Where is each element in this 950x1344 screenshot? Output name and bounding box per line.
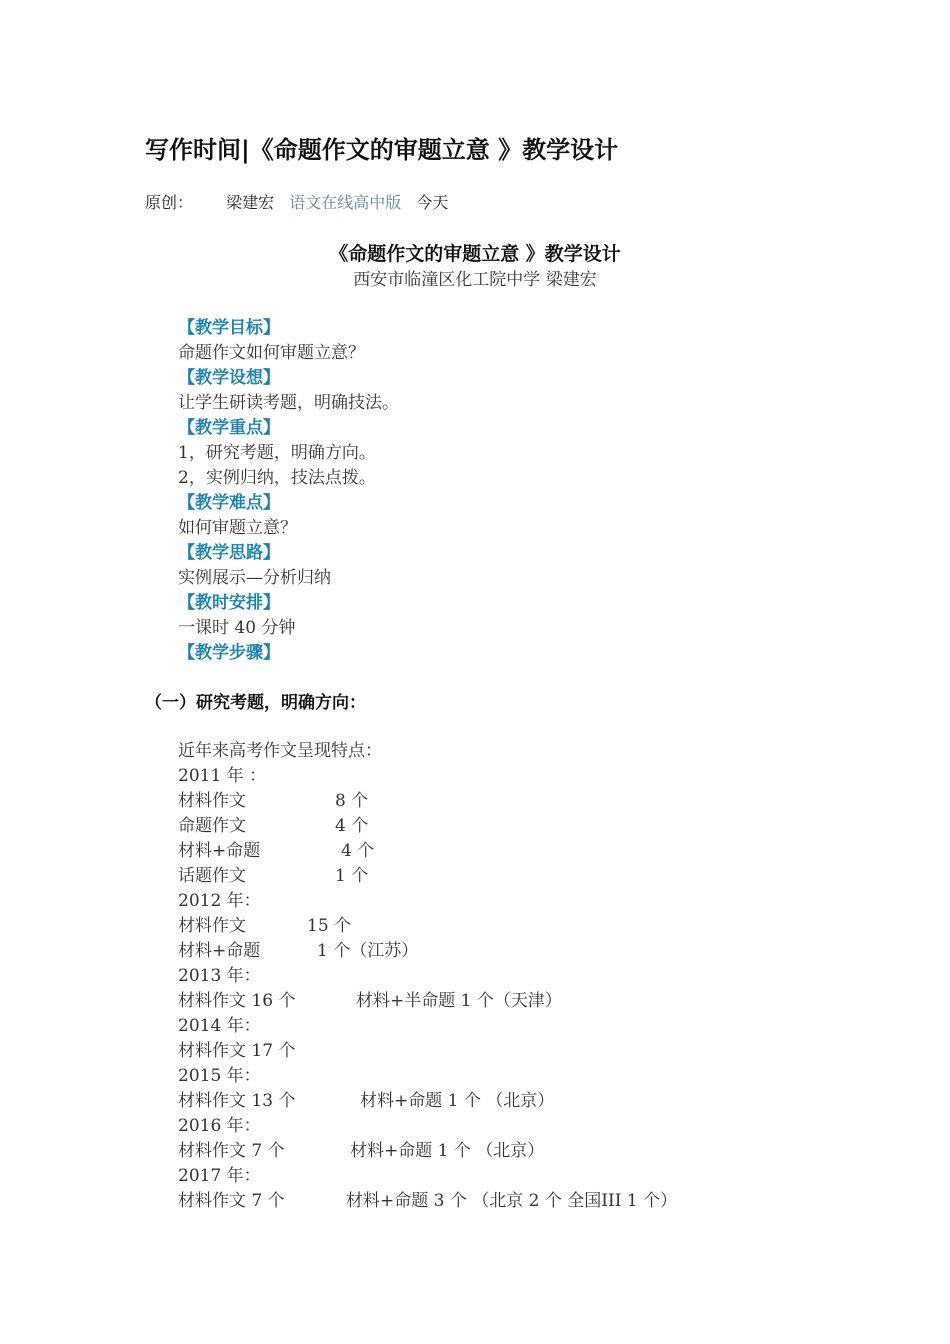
exam-stats xyxy=(178,739,677,1214)
stats-row-label: 材料作文 xyxy=(178,791,246,811)
stats-row xyxy=(178,989,677,1014)
doc-subtitle: 西安市临潼区化工院中学 梁建宏 xyxy=(353,270,597,290)
original-label: 原创： xyxy=(145,193,194,212)
stats-row-value: 8 个 xyxy=(335,791,369,811)
lesson-plan-sections xyxy=(178,316,399,666)
section-heading: 【教时安排】 xyxy=(178,593,280,613)
stats-row-label: 2016 年： xyxy=(178,1116,261,1136)
stats-row-value: 材料+命题 3 个 （北京 2 个 全国III 1 个） xyxy=(346,1191,678,1211)
stats-row xyxy=(178,1014,677,1039)
author-name: 梁建宏 xyxy=(226,193,275,212)
stats-row-value: 4 个 xyxy=(341,841,375,861)
stats-row-value: 1 个 xyxy=(335,866,369,886)
section-text: 实例展示—分析归纳 xyxy=(178,568,331,588)
section-heading: 【教学目标】 xyxy=(178,318,280,338)
stats-row xyxy=(178,1139,677,1164)
stats-row-label: 材料+命题 xyxy=(178,941,261,961)
publish-date: 今天 xyxy=(416,193,449,212)
stats-row-value: 材料+命题 1 个 （北京） xyxy=(360,1091,555,1111)
stats-row-value: 4 个 xyxy=(335,816,369,836)
stats-row-value: 材料+命题 1 个 （北京） xyxy=(350,1141,545,1161)
stats-row xyxy=(178,1039,677,1064)
section-text: 如何审题立意？ xyxy=(178,518,297,538)
section-heading: 【教学设想】 xyxy=(178,368,280,388)
section-heading: 【教学重点】 xyxy=(178,418,280,438)
stats-row-label: 材料作文 xyxy=(178,916,246,936)
stats-row xyxy=(178,1189,677,1214)
section-text: 2，实例归纳，技法点拨。 xyxy=(178,468,376,488)
stats-row xyxy=(178,939,677,964)
stats-row-label: 2013 年： xyxy=(178,966,261,986)
section-text: 一课时 40 分钟 xyxy=(178,618,296,638)
stats-row-label: 话题作文 xyxy=(178,866,246,886)
stats-row-label: 材料作文 17 个 xyxy=(178,1041,296,1061)
stats-row-label: 命题作文 xyxy=(178,816,246,836)
stats-row xyxy=(178,864,677,889)
stats-row-value: 1 个（江苏） xyxy=(317,941,419,961)
stats-row xyxy=(178,1114,677,1139)
doc-title: 《命题作文的审题立意 》教学设计 xyxy=(329,243,621,265)
stats-row xyxy=(178,1164,677,1189)
section-text: 1，研究考题，明确方向。 xyxy=(178,443,376,463)
step1-title: （一）研究考题，明确方向： xyxy=(145,693,366,713)
section-heading: 【教学难点】 xyxy=(178,493,280,513)
stats-row xyxy=(178,964,677,989)
stats-row-label: 2011 年 ： xyxy=(178,766,267,786)
stats-row-label: 材料+命题 xyxy=(178,841,261,861)
stats-row-label: 材料作文 16 个 xyxy=(178,991,296,1011)
section-text: 命题作文如何审题立意？ xyxy=(178,343,365,363)
stats-row-label: 2015 年： xyxy=(178,1066,261,1086)
account-link[interactable]: 语文在线高中版 xyxy=(289,193,402,212)
article-title: 写作时间|《命题作文的审题立意 》教学设计 xyxy=(145,136,619,164)
stats-row-label: 2014 年： xyxy=(178,1016,261,1036)
article-meta xyxy=(145,191,458,215)
stats-row xyxy=(178,1089,677,1114)
stats-row-value: 15 个 xyxy=(307,916,352,936)
stats-row xyxy=(178,839,677,864)
stats-row-label: 材料作文 7 个 xyxy=(178,1141,285,1161)
stats-row xyxy=(178,789,677,814)
stats-row xyxy=(178,1064,677,1089)
stats-intro: 近年来高考作文呈现特点： xyxy=(178,741,382,761)
stats-row-value: 材料+半命题 1 个（天津） xyxy=(356,991,562,1011)
stats-row-label: 材料作文 13 个 xyxy=(178,1091,296,1111)
section-heading: 【教学思路】 xyxy=(178,543,280,563)
section-heading: 【教学步骤】 xyxy=(178,643,280,663)
stats-row xyxy=(178,814,677,839)
stats-row-label: 2012 年： xyxy=(178,891,261,911)
stats-row xyxy=(178,764,677,789)
stats-row-label: 材料作文 7 个 xyxy=(178,1191,285,1211)
stats-row xyxy=(178,914,677,939)
section-text: 让学生研读考题，明确技法。 xyxy=(178,393,399,413)
stats-row-label: 2017 年： xyxy=(178,1166,261,1186)
stats-row xyxy=(178,889,677,914)
